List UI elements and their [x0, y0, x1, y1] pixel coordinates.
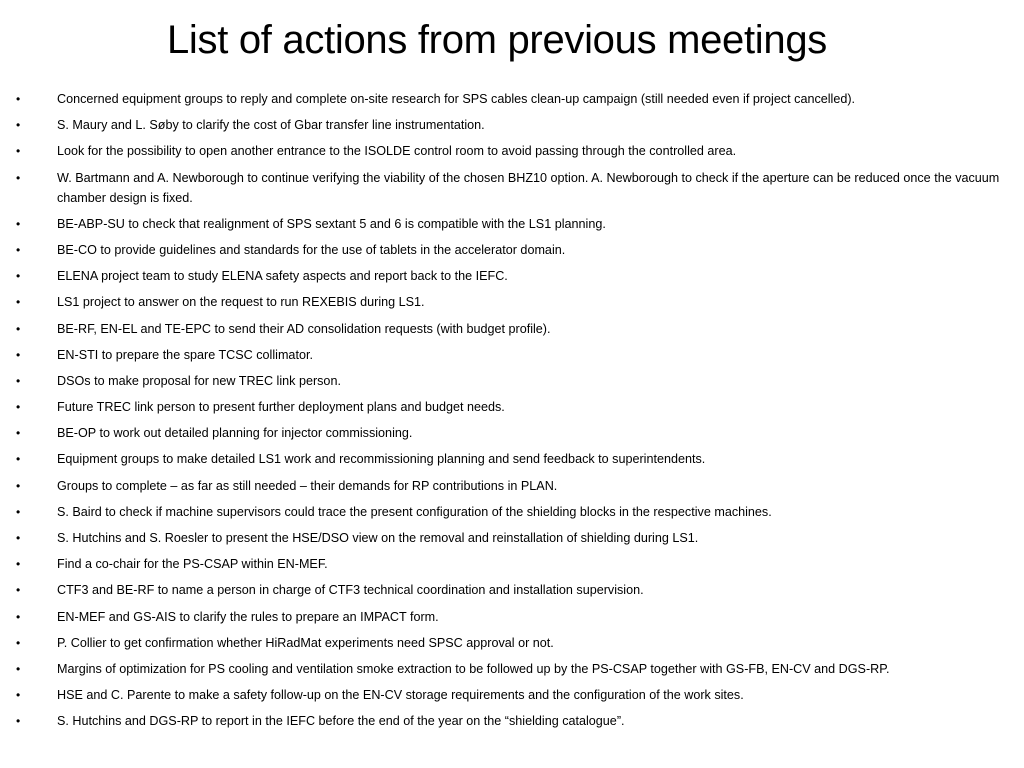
action-item-text: LS1 project to answer on the request to run REXEBIS during LS1. — [57, 295, 425, 310]
action-item — [0, 659, 1024, 679]
action-item — [0, 711, 1024, 731]
bullet-icon: • — [16, 478, 21, 493]
bullet-icon: • — [16, 504, 21, 519]
action-item — [0, 580, 1024, 600]
bullet-icon: • — [16, 321, 21, 336]
action-item-text: Equipment groups to make detailed LS1 work and recommissioning planning and send feedback to superintendents. — [57, 452, 706, 467]
bullet-icon: • — [16, 242, 21, 257]
action-item-text: S. Maury and L. Søby to clarify the cost of Gbar transfer line instrumentation. — [57, 118, 485, 133]
bullet-icon: • — [16, 583, 21, 598]
action-item — [0, 89, 1024, 109]
bullet-icon: • — [16, 688, 21, 703]
bullet-icon: • — [16, 295, 21, 310]
action-list — [0, 89, 1024, 738]
action-item-text: EN-STI to prepare the spare TCSC collimator. — [57, 347, 313, 362]
bullet-icon: • — [16, 452, 21, 467]
action-item — [0, 449, 1024, 469]
bullet-icon: • — [16, 557, 21, 572]
action-item — [0, 554, 1024, 574]
action-item-text: EN-MEF and GS-AIS to clarify the rules to prepare an IMPACT form. — [57, 609, 439, 624]
bullet-icon: • — [16, 118, 21, 133]
action-item-text: Future TREC link person to present further deployment plans and budget needs. — [57, 400, 505, 415]
action-item-text: Find a co-chair for the PS-CSAP within EN-MEF. — [57, 557, 328, 572]
action-item-text: BE-RF, EN-EL and TE-EPC to send their AD consolidation requests (with budget profile). — [57, 321, 551, 336]
action-item — [0, 345, 1024, 365]
action-item — [0, 319, 1024, 339]
action-item-text: DSOs to make proposal for new TREC link person. — [57, 373, 341, 388]
action-item-text: S. Hutchins and DGS-RP to report in the IEFC before the end of the year on the “shielding catalogue”. — [57, 714, 625, 729]
bullet-icon: • — [16, 92, 21, 106]
bullet-icon: • — [16, 635, 21, 650]
action-item — [0, 423, 1024, 443]
action-item-text: ELENA project team to study ELENA safety aspects and report back to the IEFC. — [57, 269, 508, 284]
bullet-icon: • — [16, 269, 21, 284]
action-item — [0, 371, 1024, 391]
bullet-icon: • — [16, 714, 21, 729]
action-item — [0, 607, 1024, 627]
action-item — [0, 141, 1024, 161]
action-item-text: CTF3 and BE-RF to name a person in charge of CTF3 technical coordination and installation supervision. — [57, 583, 644, 598]
action-item — [0, 240, 1024, 260]
bullet-icon: • — [16, 661, 21, 676]
action-item — [0, 115, 1024, 135]
action-item — [0, 476, 1024, 496]
action-item — [0, 633, 1024, 653]
action-item-text: W. Bartmann and A. Newborough to continue verifying the viability of the chosen BHZ10 option. A. Newborough to check if the aperture can be reduced once the vacuum chamber design is fixed. — [57, 170, 1000, 205]
action-item-text: HSE and C. Parente to make a safety follow-up on the EN-CV storage requirements and the configuration of the work sites. — [57, 688, 744, 703]
action-item — [0, 502, 1024, 522]
action-item-text: Concerned equipment groups to reply and complete on-site research for SPS cables clean-up campaign (still needed even if project cancelled). — [57, 92, 856, 106]
bullet-icon: • — [16, 144, 21, 159]
action-item — [0, 397, 1024, 417]
action-item-text: S. Baird to check if machine supervisors could trace the present configuration of the shielding blocks in the respective machines. — [57, 504, 772, 519]
bullet-icon: • — [16, 609, 21, 624]
bullet-icon: • — [16, 426, 21, 441]
action-item-text: Groups to complete – as far as still needed – their demands for RP contributions in PLAN. — [57, 478, 558, 493]
action-item-text: BE-OP to work out detailed planning for injector commissioning. — [57, 426, 413, 441]
bullet-icon: • — [16, 216, 21, 231]
action-item-text: Margins of optimization for PS cooling and ventilation smoke extraction to be followed up by the PS-CSAP together with GS-FB, EN-CV and DGS-RP. — [57, 661, 890, 676]
action-item — [0, 292, 1024, 312]
bullet-icon: • — [16, 400, 21, 415]
action-item-text: BE-ABP-SU to check that realignment of SPS sextant 5 and 6 is compatible with the LS1 planning. — [57, 216, 606, 231]
bullet-icon: • — [16, 373, 21, 388]
bullet-icon: • — [16, 347, 21, 362]
action-item — [0, 266, 1024, 286]
action-item-text: BE-CO to provide guidelines and standards for the use of tablets in the accelerator domain. — [57, 242, 566, 257]
action-item — [0, 685, 1024, 705]
slide-title: List of actions from previous meetings — [166, 18, 827, 62]
action-item — [0, 168, 1024, 208]
bullet-icon: • — [16, 531, 21, 545]
action-item-text: P. Collier to get confirmation whether HiRadMat experiments need SPSC approval or not. — [57, 635, 554, 650]
action-item — [0, 214, 1024, 234]
bullet-icon: • — [16, 170, 21, 185]
action-item-text: S. Hutchins and S. Roesler to present the HSE/DSO view on the removal and reinstallation of shielding during LS1. — [57, 531, 699, 545]
action-item — [0, 528, 1024, 548]
action-item-text: Look for the possibility to open another entrance to the ISOLDE control room to avoid passing through the controlled area. — [57, 144, 737, 159]
